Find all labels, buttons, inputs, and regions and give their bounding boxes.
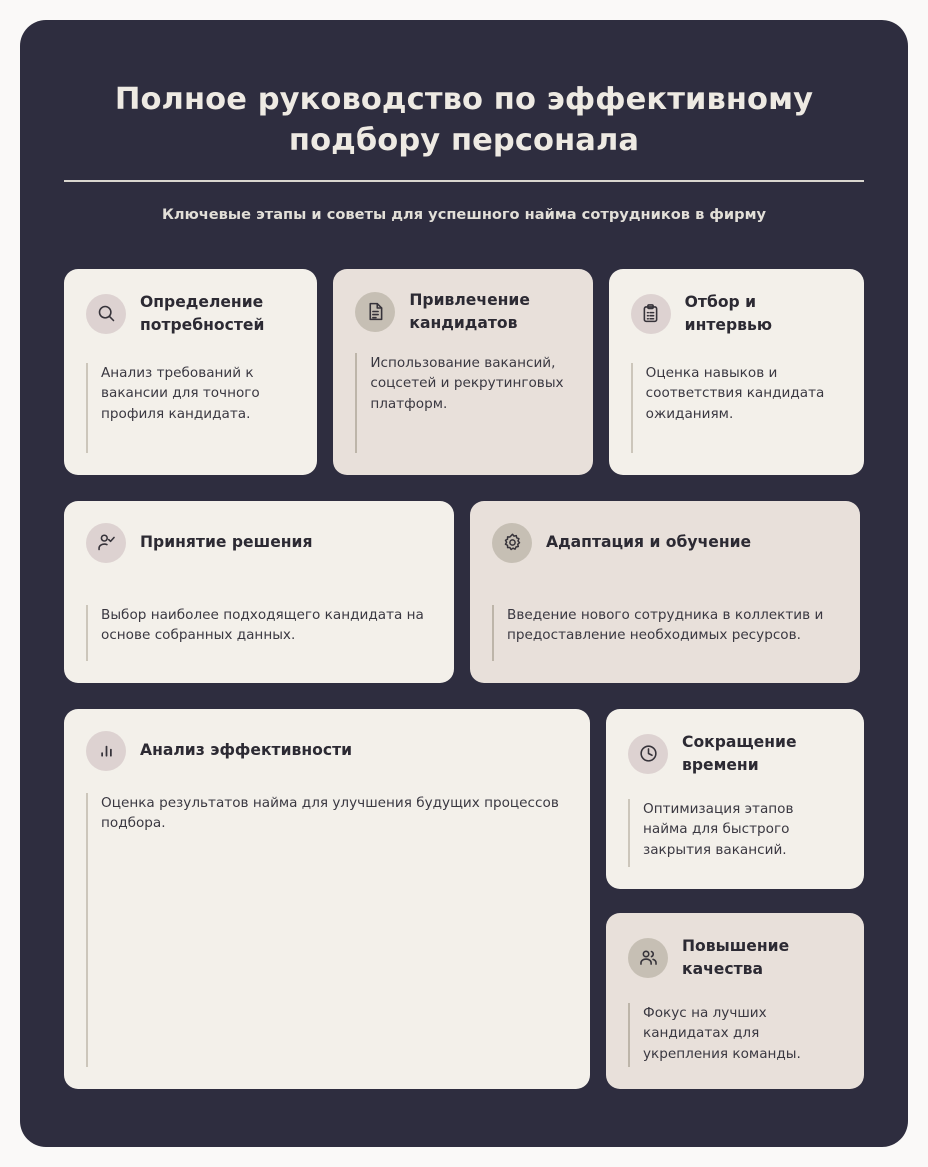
card-title: Определение потребностей (140, 292, 265, 334)
search-icon (86, 294, 126, 334)
bar-chart-icon (86, 731, 126, 771)
card-header (492, 523, 838, 563)
cards-row-1 (64, 269, 864, 475)
infographic-poster (20, 20, 908, 1147)
card-title: Повышение качества (682, 936, 790, 978)
users-icon (628, 938, 668, 978)
card-selection-interview[interactable] (609, 269, 864, 475)
card-body: Использование вакансий, соцсетей и рекрутинговых платформ. (355, 353, 570, 453)
card-body: Оценка навыков и соответствия кандидата ожиданиям. (631, 363, 842, 453)
card-title: Отбор и интервью (684, 292, 773, 334)
card-title: Принятие решения (140, 533, 313, 552)
card-header (628, 731, 842, 777)
page-subtitle: Ключевые этапы и советы для успешного найма сотрудников в фирму (161, 205, 767, 223)
card-body: Фокус на лучших кандидатах для укрепления команды. (628, 1003, 842, 1067)
card-header (86, 731, 568, 771)
card-title: Привлечение кандидатов (409, 290, 530, 332)
card-body: Оптимизация этапов найма для быстрого закрытия вакансий. (628, 799, 842, 867)
user-check-icon (86, 523, 126, 563)
card-header (86, 523, 432, 563)
clock-icon (628, 734, 668, 774)
cards-row-2 (64, 501, 864, 683)
card-body: Оценка результатов найма для улучшения будущих процессов подбора. (86, 793, 568, 1067)
card-time-reduction[interactable] (606, 709, 864, 889)
card-body: Введение нового сотрудника в коллектив и предоставление необходимых ресурсов. (492, 605, 838, 661)
card-title: Анализ эффективности (140, 741, 353, 760)
card-effectiveness-analysis[interactable] (64, 709, 590, 1089)
cards-grid (64, 269, 864, 1089)
gear-icon (492, 523, 532, 563)
card-candidate-attraction[interactable] (333, 269, 592, 475)
card-header (355, 289, 570, 335)
card-title: Сокращение времени (682, 732, 797, 774)
card-body: Выбор наиболее подходящего кандидата на основе собранных данных. (86, 605, 432, 661)
card-title: Адаптация и обучение (546, 533, 752, 552)
clipboard-icon (631, 294, 671, 334)
document-icon (355, 292, 395, 332)
card-header (628, 935, 842, 981)
card-onboarding-training[interactable] (470, 501, 860, 683)
cards-row-3 (64, 709, 864, 1089)
card-body: Анализ требований к вакансии для точного профиля кандидата. (86, 363, 295, 453)
card-quality-improvement[interactable] (606, 913, 864, 1089)
cards-column-right (606, 709, 864, 1089)
poster-header (64, 64, 864, 226)
card-header (631, 291, 842, 337)
card-header (86, 291, 295, 337)
page-title: Полное руководство по эффективному подбору персонала (114, 82, 814, 158)
card-decision-making[interactable] (64, 501, 454, 683)
card-needs-definition[interactable] (64, 269, 317, 475)
